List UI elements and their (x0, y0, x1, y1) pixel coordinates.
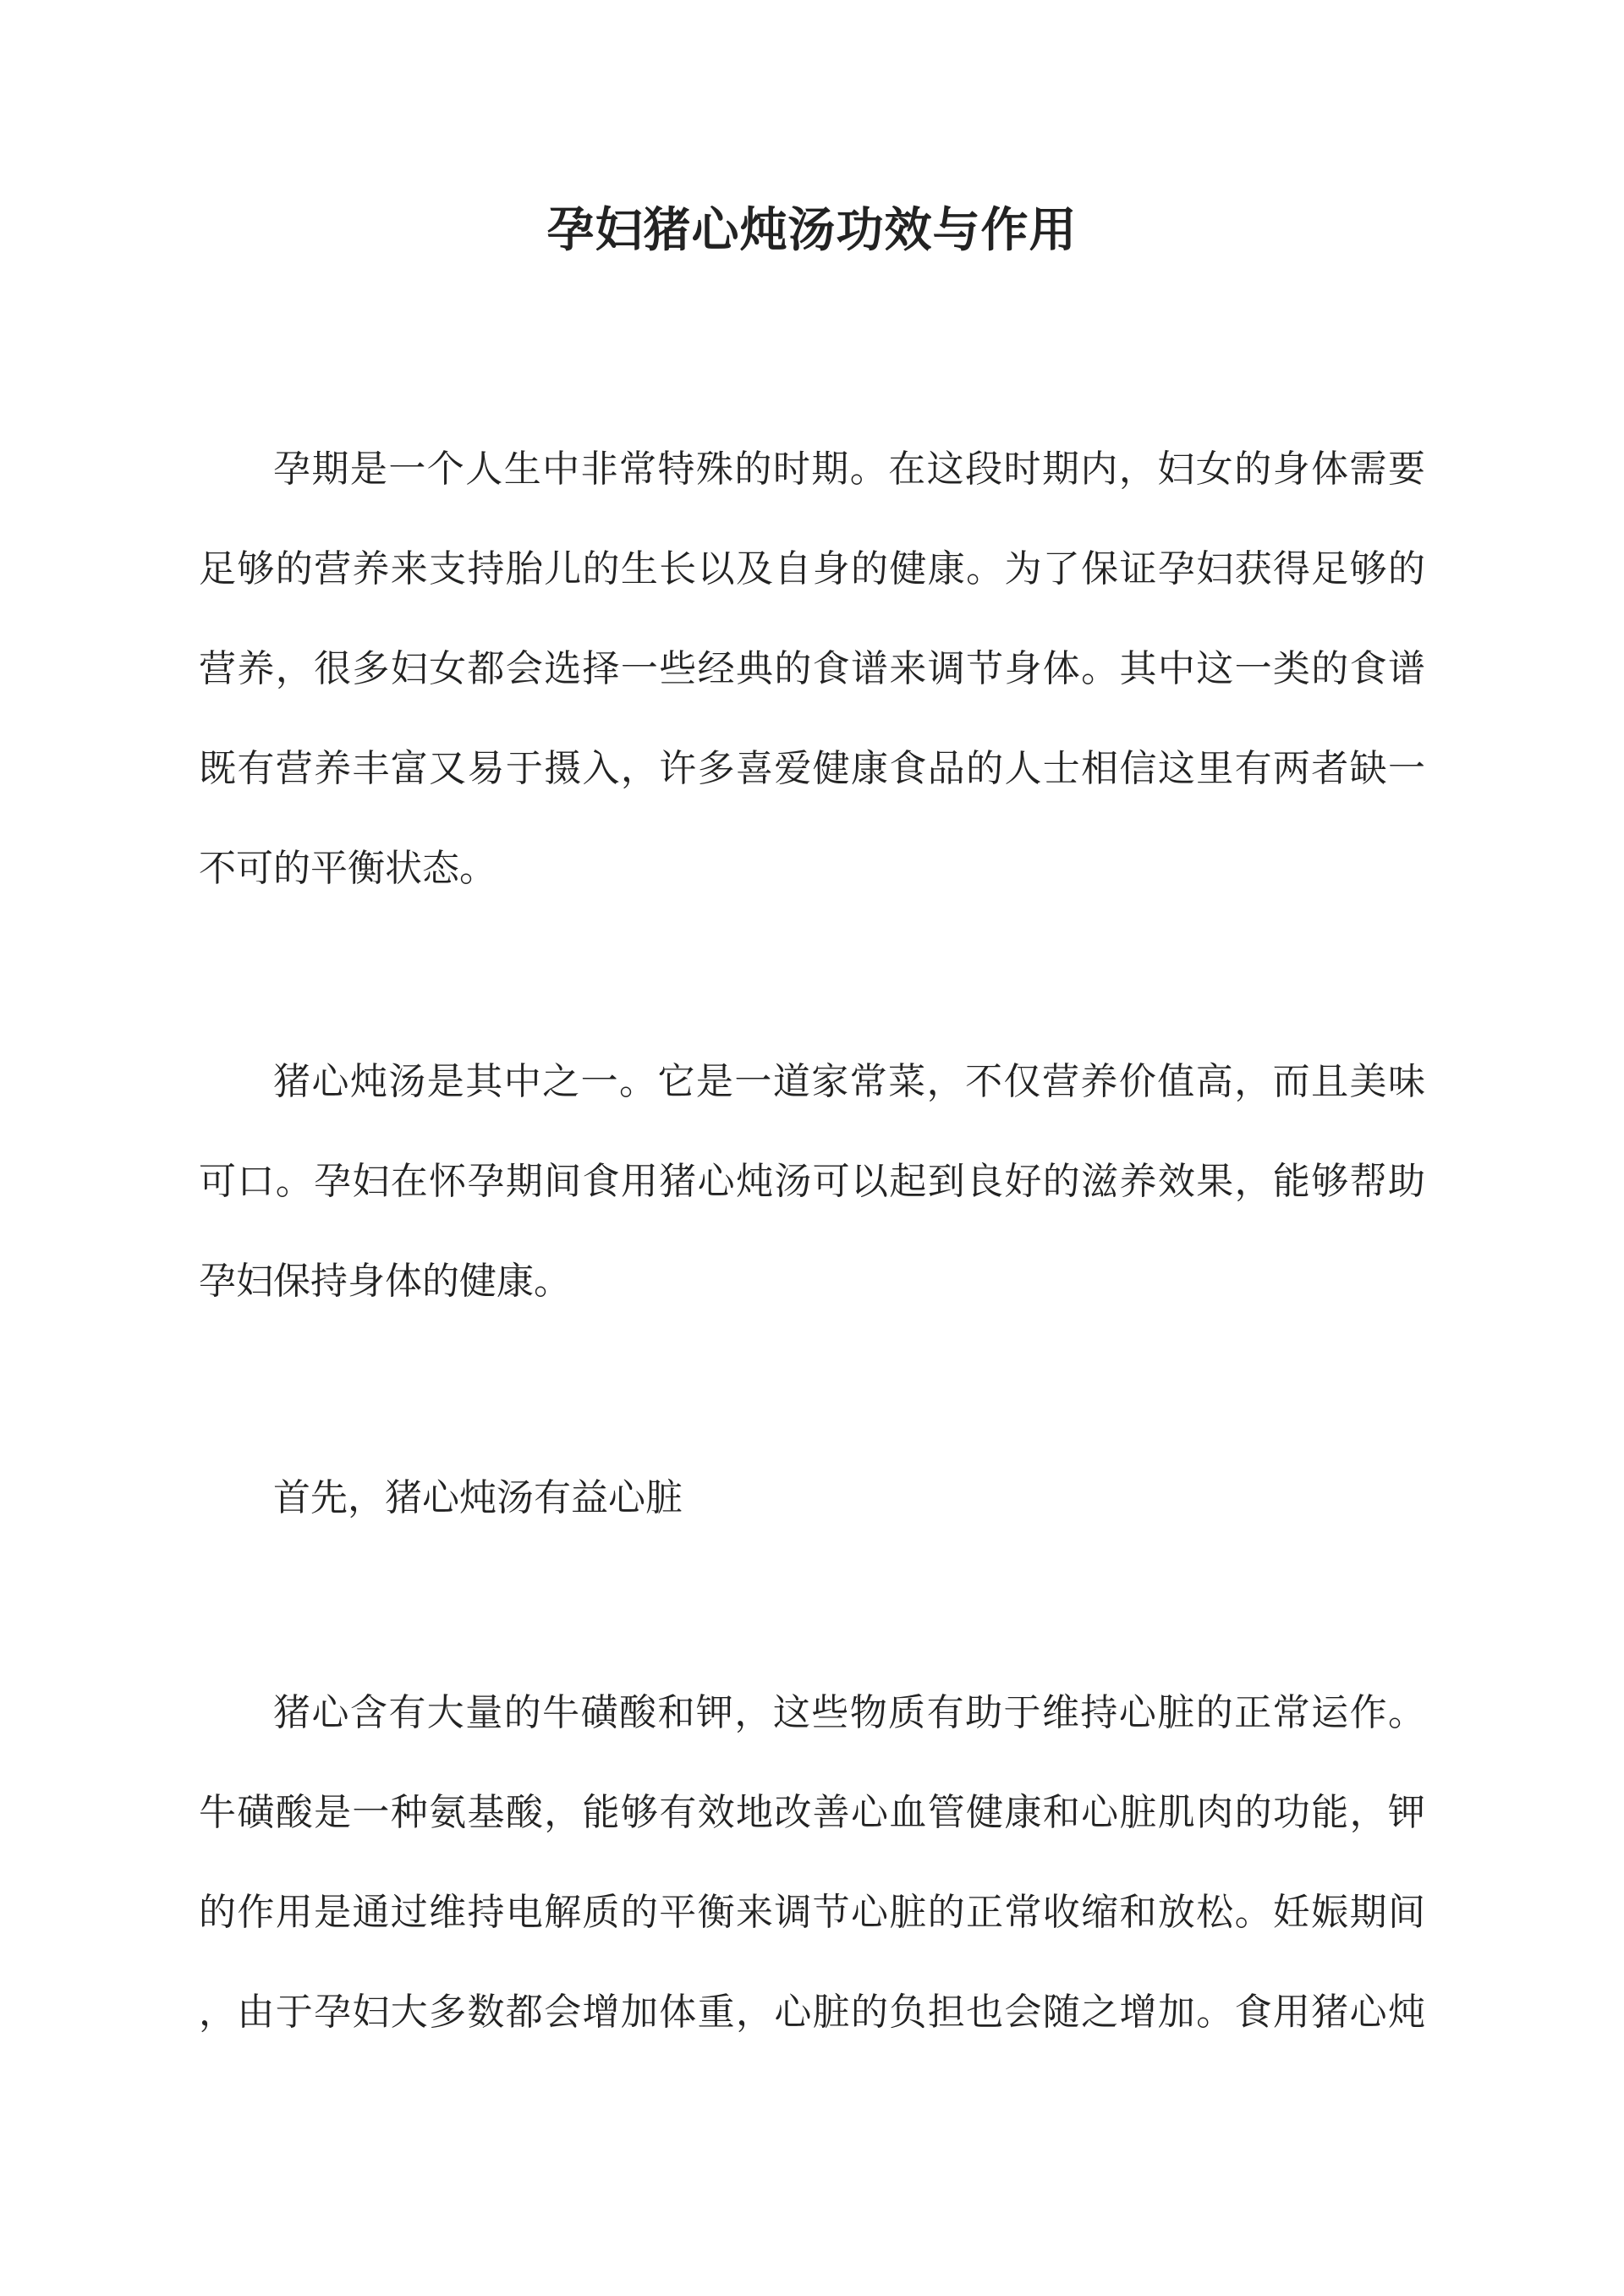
text-line: 可口。孕妇在怀孕期间食用猪心炖汤可以起到良好的滋养效果，能够帮助 (199, 1160, 1425, 1203)
text-line: 孕期是一个人生中非常特殊的时期。在这段时期内，妇女的身体需要 (273, 448, 1425, 491)
paragraph-pregnancy-nutrition (199, 420, 1425, 919)
paragraph-pig-heart-soup-intro (199, 1032, 1425, 1332)
text-line: 营养，很多妇女都会选择一些经典的食谱来调节身体。其中这一类的食谱 (199, 647, 1425, 690)
text-line: ，由于孕妇大多数都会增加体重，心脏的负担也会随之增加。食用猪心炖 (199, 1991, 1425, 2034)
text-line: 足够的营养来支持胎儿的生长以及自身的健康。为了保证孕妇获得足够的 (199, 547, 1425, 590)
text-line: 猪心含有大量的牛磺酸和钾，这些物质有助于维持心脏的正常运作。 (273, 1691, 1425, 1734)
text-line: 孕妇保持身体的健康。 (199, 1260, 571, 1303)
text-line: 牛磺酸是一种氨基酸，能够有效地改善心血管健康和心脏肌肉的功能，钾 (199, 1791, 1425, 1834)
text-line: 不可的平衡状态。 (199, 847, 497, 890)
text-line: 首先，猪心炖汤有益心脏 (273, 1476, 683, 1519)
text-line: 猪心炖汤是其中之一。它是一道家常菜，不仅营养价值高，而且美味 (273, 1060, 1425, 1103)
paragraph-taurine-potassium (199, 1663, 1425, 2063)
document-title: 孕妇猪心炖汤功效与作用 (546, 202, 1078, 258)
text-line: 既有营养丰富又易于摄入，许多喜爱健康食品的人士相信这里有两者缺一 (199, 747, 1425, 790)
section-heading-heart-benefit (199, 1448, 1425, 1548)
text-line: 的作用是通过维持电解质的平衡来调节心脏的正常收缩和放松。妊娠期间 (199, 1891, 1425, 1934)
